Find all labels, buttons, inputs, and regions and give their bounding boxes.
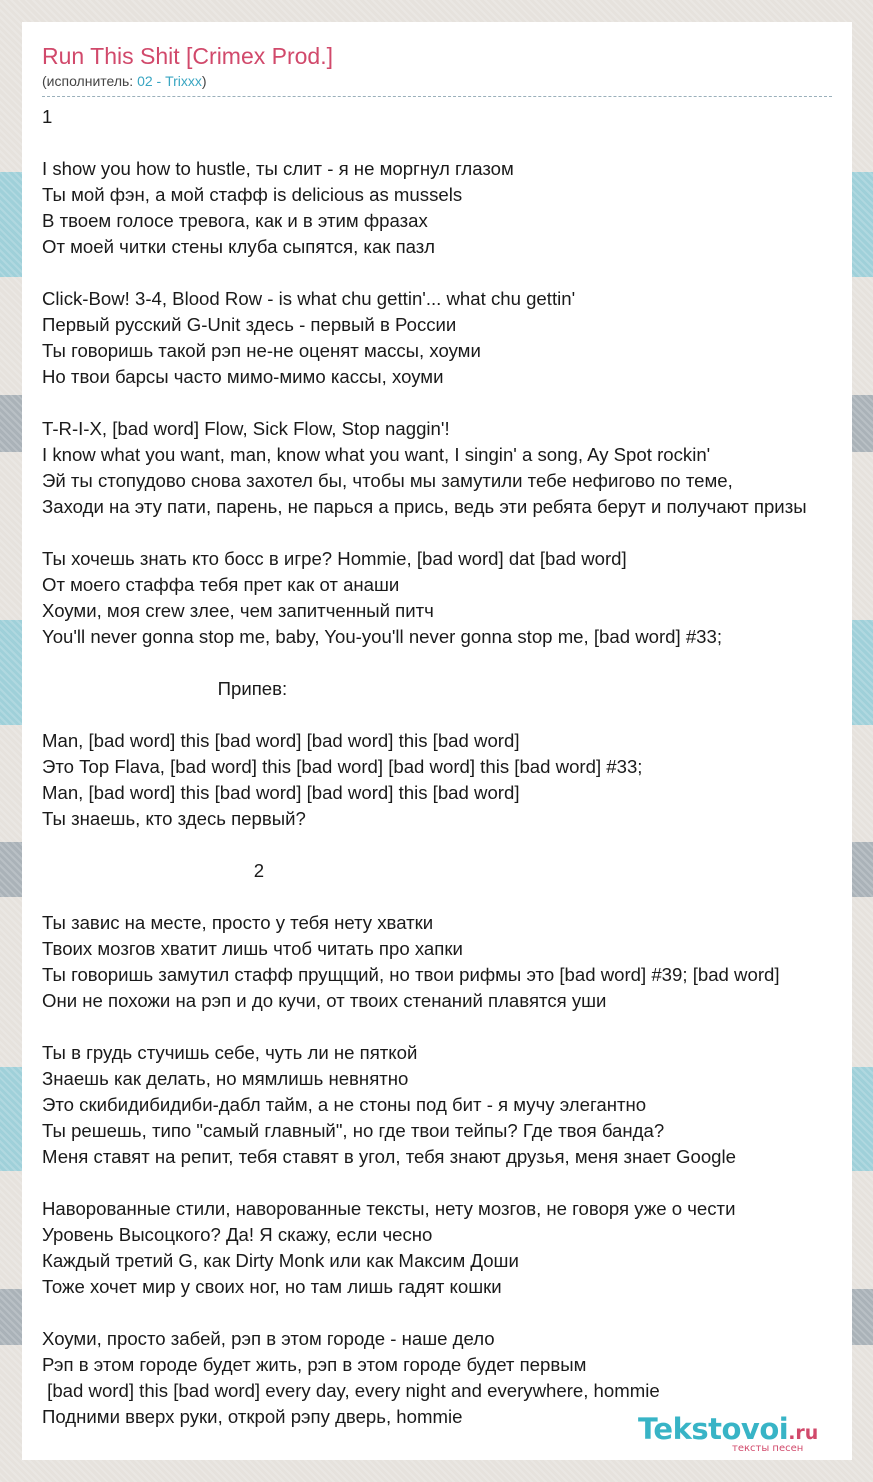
artist-prefix: (исполнитель:: [42, 73, 138, 89]
lyric-line: В твоем голосе тревога, как и в этим фразах: [42, 210, 428, 231]
lyric-line: Ты мой фэн, а мой стафф is delicious as mussels: [42, 184, 463, 205]
lyrics-card: [22, 22, 852, 1460]
artist-line: [42, 72, 832, 91]
lyric-line: Наворованные стили, наворованные тексты, нету мозгов, не говоря уже о чести: [42, 1198, 736, 1219]
lyric-line: 1: [42, 106, 53, 127]
lyric-line: Твоих мозгов хватит лишь чтоб читать про хапки: [42, 938, 463, 959]
lyric-line: Это Top Flava, [bad word] this [bad word] [bad word] this [bad word] #33;: [42, 756, 643, 777]
lyric-line: [42, 520, 852, 546]
lyric-line: [42, 1300, 852, 1326]
lyric-line: Меня ставят на репит, тебя ставят в угол, тебя знают друзья, меня знает Google: [42, 1146, 736, 1167]
lyric-line: Ты решешь, типо "самый главный", но где твои тейпы? Где твоя банда?: [42, 1120, 665, 1141]
lyric-line: [42, 260, 852, 286]
site-logo[interactable]: [638, 1412, 844, 1456]
lyric-line: Уровень Высоцкого? Да! Я скажу, если чесно: [42, 1224, 433, 1245]
lyric-line: От моей читки стены клуба сыпятся, как пазл: [42, 236, 435, 257]
lyric-line: Man, [bad word] this [bad word] [bad word] this [bad word]: [42, 730, 520, 751]
lyric-line: Хоуми, моя crew злее, чем запитченный питч: [42, 600, 434, 621]
lyric-line: Хоуми, просто забей, рэп в этом городе - наше дело: [42, 1328, 495, 1349]
song-title: Run This Shit [Crimex Prod.]: [42, 43, 334, 69]
lyric-line: Ты завис на месте, просто у тебя нету хватки: [42, 912, 434, 933]
lyric-line: Заходи на эту пати, парень, не парься а прись, ведь эти ребята берут и получают призы: [42, 496, 807, 517]
lyric-line: Click-Bow! 3-4, Blood Row - is what chu gettin'... what chu gettin': [42, 288, 576, 309]
lyric-line: Ты знаешь, кто здесь первый?: [42, 808, 306, 829]
lyric-line: Ты говоришь замутил стафф прущщий, но твои рифмы это [bad word] #39; [bad word]: [42, 964, 780, 985]
lyric-line: Но твои барсы часто мимо-мимо кассы, хоуми: [42, 366, 444, 387]
logo-tld: .ru: [788, 1422, 819, 1444]
lyric-line: T-R-I-X, [bad word] Flow, Sick Flow, Stop naggin'!: [42, 418, 450, 439]
lyric-line: [42, 884, 852, 910]
lyric-line: От моего стаффа тебя прет как от анаши: [42, 574, 400, 595]
lyric-line: 2: [42, 860, 265, 881]
lyric-line: Ты хочешь знать кто босс в игре? Hommie, [bad word] dat [bad word]: [42, 548, 627, 569]
lyric-line: Ты говоришь такой рэп не-не оценят массы, хоуми: [42, 340, 481, 361]
lyric-line: [42, 832, 852, 858]
lyric-line: Каждый третий G, как Dirty Monk или как Максим Доши: [42, 1250, 519, 1271]
lyric-line: [42, 1170, 852, 1196]
logo-name: Tekstovoi: [638, 1412, 789, 1446]
lyric-line: Они не похожи на рэп и до кучи, от твоих стенаний плавятся уши: [42, 990, 607, 1011]
lyric-line: I know what you want, man, know what you want, I singin' a song, Ay Spot rockin': [42, 444, 711, 465]
lyric-line: Подними вверх руки, открой рэпу дверь, hommie: [42, 1406, 463, 1427]
lyric-line: Ты в грудь стучишь себе, чуть ли не пяткой: [42, 1042, 418, 1063]
lyric-line: [42, 390, 852, 416]
lyric-line: Знаешь как делать, но мямлишь невнятно: [42, 1068, 409, 1089]
lyric-line: [bad word] this [bad word] every day, every night and everywhere, hommie: [42, 1380, 660, 1401]
logo-tagline: тексты песен: [732, 1443, 804, 1454]
lyric-line: I show you how to hustle, ты слит - я не моргнул глазом: [42, 158, 514, 179]
lyrics-body: [42, 104, 852, 1430]
lyric-line: Первый русский G-Unit здесь - первый в России: [42, 314, 457, 335]
lyric-line: You'll never gonna stop me, baby, You-you'll never gonna stop me, [bad word] #33;: [42, 626, 723, 647]
lyric-line: Тоже хочет мир у своих ног, но там лишь гадят кошки: [42, 1276, 502, 1297]
lyric-line: Эй ты стопудово снова захотел бы, чтобы мы замутили тебе нефигово по теме,: [42, 470, 733, 491]
lyric-line: Это скибидибидиби-дабл тайм, а не стоны под бит - я мучу элегантно: [42, 1094, 647, 1115]
artist-link[interactable]: 02 - Trixxx: [137, 73, 202, 89]
lyric-line: Припев:: [42, 678, 288, 699]
lyric-line: [42, 650, 852, 676]
lyric-line: [42, 1014, 852, 1040]
lyric-line: [42, 702, 852, 728]
song-header: [42, 42, 832, 97]
lyric-line: Рэп в этом городе будет жить, рэп в этом городе будет первым: [42, 1354, 587, 1375]
lyric-line: Man, [bad word] this [bad word] [bad word] this [bad word]: [42, 782, 520, 803]
artist-suffix: ): [201, 73, 207, 89]
lyric-line: [42, 130, 852, 156]
